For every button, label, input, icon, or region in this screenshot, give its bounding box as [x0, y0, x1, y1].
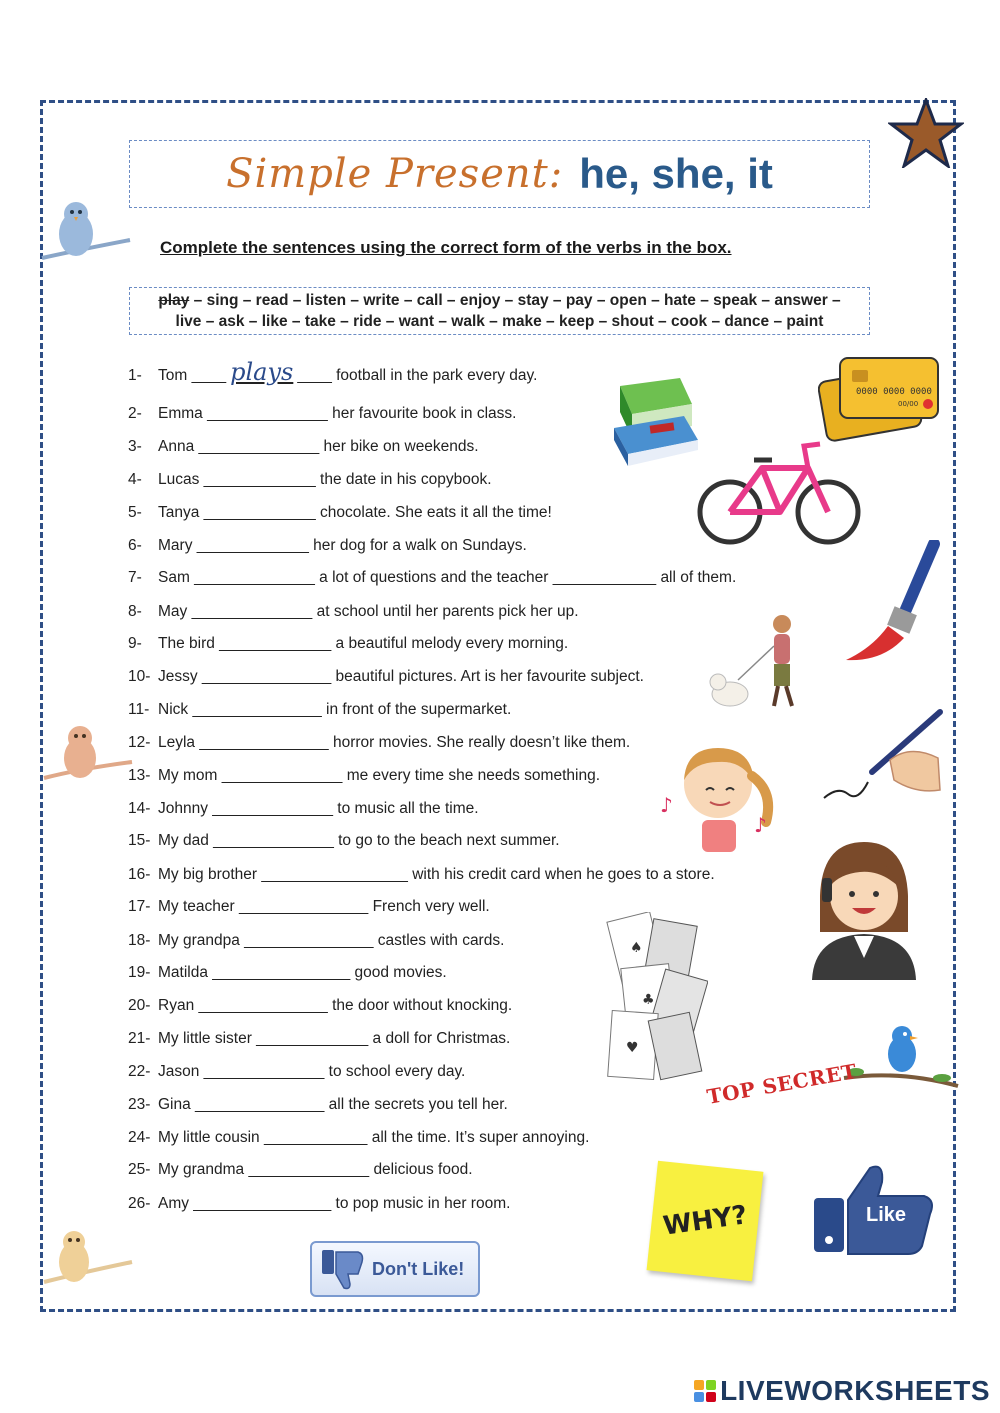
sentence-25 [128, 1161, 473, 1179]
woman-phone-icon [800, 836, 930, 980]
sentence-number: 26- [128, 1195, 151, 1212]
star-decoration [888, 98, 964, 168]
sentence-26 [128, 1195, 510, 1213]
sentence-11 [128, 701, 511, 719]
svg-text:♥: ♥ [626, 1040, 639, 1056]
thumbs-down-icon [320, 1248, 364, 1290]
playing-cards-icon [604, 912, 708, 1082]
sentence-text: Gina _______________ all the secrets you tell her. [158, 1096, 508, 1113]
sentence-text: Ryan _______________ the door without knocking. [158, 997, 513, 1014]
top-secret-stamp: TOP SECRET [705, 1059, 859, 1109]
sentence-text: Leyla _______________ horror movies. She really doesn’t like them. [158, 734, 631, 751]
sentence-6 [128, 537, 527, 555]
sentence-18 [128, 932, 504, 950]
sentence-23 [128, 1096, 508, 1114]
sentence-number: 11- [128, 701, 150, 718]
sentence-number: 2- [128, 405, 142, 422]
card-exp: 00/00 [898, 400, 919, 408]
bird-yellow-icon [40, 1222, 136, 1302]
bird-branch-icon [842, 1020, 960, 1094]
pen-hand-icon [820, 708, 944, 802]
sentence-17 [128, 898, 490, 916]
sentence-number: 17- [128, 898, 151, 915]
sentence-text: My little cousin ____________ all the time. It’s super annoying. [158, 1129, 590, 1146]
verb-box [129, 287, 870, 335]
sentence-15 [128, 832, 560, 850]
sentence-3 [128, 438, 479, 456]
sentence-9 [128, 635, 568, 653]
girl-music-icon [658, 742, 784, 858]
sentence-text: My mom ______________ me every time she needs something. [158, 767, 600, 784]
sentence-number: 3- [128, 438, 142, 455]
sentence-text: Lucas _____________ the date in his copybook. [158, 471, 492, 488]
sentence-number: 22- [128, 1063, 151, 1080]
like-text: Like [866, 1204, 907, 1226]
sentence-2 [128, 405, 516, 423]
sentence-7 [128, 569, 736, 587]
sentence-number: 8- [128, 603, 142, 620]
svg-text:♠: ♠ [630, 940, 643, 956]
sentence-4 [128, 471, 492, 489]
sentence-text: Nick _______________ in front of the supermarket. [158, 701, 512, 718]
verb-struck: play [158, 292, 190, 309]
title-script: Simple Present: [226, 151, 564, 197]
title-box [129, 140, 870, 208]
book-icon [606, 376, 702, 472]
sentence-text: My grandma ______________ delicious food. [158, 1161, 473, 1178]
footer-brand-text: LIVEWORKSHEETS [720, 1375, 990, 1406]
example-subject: Tom [158, 367, 188, 384]
card-number: 0000 0000 0000 [856, 387, 932, 397]
sentence-text: Johnny ______________ to music all the time. [158, 800, 479, 817]
svg-text:♪: ♪ [754, 813, 767, 837]
sentence-number: 24- [128, 1129, 151, 1146]
example-blank-after: ____ [297, 367, 332, 384]
dont-like-button [310, 1241, 480, 1297]
like-sticker [812, 1160, 936, 1256]
sentence-text: Anna ______________ her bike on weekends. [158, 438, 479, 455]
sentence-number: 4- [128, 471, 142, 488]
sentence-number: 14- [128, 800, 151, 817]
sentence-16 [128, 866, 715, 884]
sentence-number: 1- [128, 367, 142, 384]
sentence-number: 16- [128, 866, 151, 883]
sentence-19 [128, 964, 447, 982]
sentence-text: The bird _____________ a beautiful melody every morning. [158, 635, 569, 652]
sentence-number: 25- [128, 1161, 151, 1178]
sentence-text: My little sister _____________ a doll for Christmas. [158, 1030, 511, 1047]
example-answer: plays [230, 358, 294, 386]
sentence-8 [128, 603, 579, 621]
credit-card-icon [818, 352, 944, 442]
sentence-text: May ______________ at school until her parents pick her up. [158, 603, 579, 620]
sentence-number: 7- [128, 569, 142, 586]
sentence-12 [128, 734, 630, 752]
bicycle-icon [696, 440, 862, 548]
sentence-number: 12- [128, 734, 151, 751]
sentence-number: 20- [128, 997, 151, 1014]
sentence-text: Emma ______________ her favourite book in class. [158, 405, 517, 422]
sentence-5 [128, 504, 552, 522]
dont-like-text: Don't Like! [372, 1258, 465, 1279]
footer-brand [694, 1375, 990, 1407]
svg-text:♣: ♣ [642, 992, 655, 1008]
bird-orange-icon [40, 718, 136, 798]
title-main: he, she, it [579, 150, 773, 197]
svg-text:♪: ♪ [660, 793, 673, 817]
sentence-13 [128, 767, 600, 785]
sentence-text: Mary _____________ her dog for a walk on Sundays. [158, 537, 527, 554]
why-note [647, 1161, 764, 1281]
paintbrush-icon [842, 540, 944, 664]
bird-blue-icon [38, 196, 134, 272]
example-rest: football in the park every day. [336, 367, 538, 384]
girl-walking-dog-icon [708, 610, 810, 714]
sentence-text: My grandpa _______________ castles with cards. [158, 932, 505, 949]
sentence-number: 18- [128, 932, 151, 949]
sentence-number: 19- [128, 964, 151, 981]
sentence-number: 10- [128, 668, 151, 685]
sentence-number: 6- [128, 537, 142, 554]
sentence-text: Sam ______________ a lot of questions and the teacher ____________ all of them. [158, 569, 737, 586]
sentence-number: 23- [128, 1096, 151, 1113]
example-blank-before: ____ [191, 367, 227, 384]
sentence-number: 9- [128, 635, 142, 652]
sentence-21 [128, 1030, 510, 1048]
verb-line1: – sing – read – listen – write – call – enjoy – stay – pay – open – hate – speak – answer – [189, 292, 841, 309]
sentence-22 [128, 1063, 465, 1081]
verb-line2: live – ask – like – take – ride – want – walk – make – keep – shout – cook – dance – paint [175, 313, 824, 330]
sentence-number: 5- [128, 504, 142, 521]
sentence-text: My teacher _______________ French very well. [158, 898, 490, 915]
sentence-text: Tanya _____________ chocolate. She eats it all the time! [158, 504, 552, 521]
sentence-24 [128, 1129, 589, 1147]
sentence-example [128, 358, 537, 386]
sentence-14 [128, 800, 479, 818]
instructions: Complete the sentences using the correct form of the verbs in the box. [160, 238, 732, 257]
sentence-number: 21- [128, 1030, 151, 1047]
why-note-text: WHY? [661, 1200, 749, 1242]
sentence-number: 13- [128, 767, 151, 784]
sentence-text: My big brother _________________ with his credit card when he goes to a store. [158, 866, 715, 883]
sentence-text: Matilda ________________ good movies. [158, 964, 447, 981]
sentence-text: Amy ________________ to pop music in her room. [158, 1195, 511, 1212]
sentence-text: Jessy _______________ beautiful pictures. Art is her favourite subject. [158, 668, 644, 685]
sentence-20 [128, 997, 512, 1015]
liveworksheets-logo-icon [694, 1380, 716, 1402]
sentence-text: Jason ______________ to school every day. [158, 1063, 466, 1080]
sentence-number: 15- [128, 832, 151, 849]
sentence-10 [128, 668, 644, 686]
sentence-text: My dad ______________ to go to the beach next summer. [158, 832, 560, 849]
